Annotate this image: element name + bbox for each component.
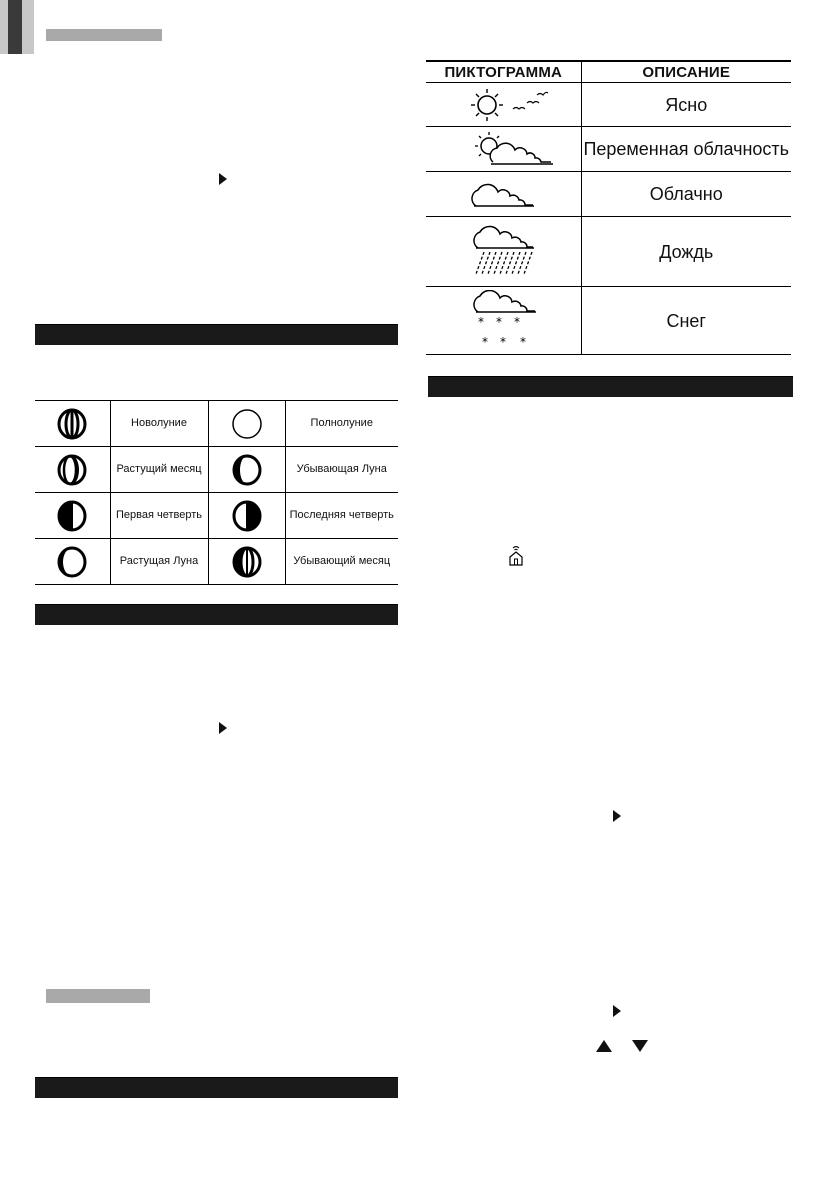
subheading-bar — [46, 989, 150, 1003]
table-row — [426, 172, 791, 217]
moon-phase-table — [35, 400, 398, 585]
weather-label: Снег — [581, 287, 791, 355]
section-header-bar — [35, 604, 398, 625]
remote-sensor-house-icon — [508, 545, 524, 572]
moon-phase-label: Растущий месяц — [110, 447, 208, 493]
weather-label: Облачно — [581, 172, 791, 217]
last-quarter-icon — [208, 493, 285, 539]
partly-cloudy-icon — [426, 127, 581, 172]
waxing-gibbous-icon — [35, 539, 110, 585]
down-arrow-icon — [632, 1040, 648, 1052]
play-arrow-icon — [219, 173, 227, 185]
svg-text:*: * — [514, 314, 521, 329]
moon-phase-label: Убывающий месяц — [285, 539, 398, 585]
table-row — [35, 539, 398, 585]
rain-icon — [426, 217, 581, 287]
up-arrow-icon — [596, 1040, 612, 1052]
cloudy-icon — [426, 172, 581, 217]
table-row — [426, 287, 791, 355]
table-row — [426, 217, 791, 287]
svg-text:*: * — [496, 314, 503, 329]
section-header-bar — [428, 376, 793, 397]
moon-phase-label: Первая четверть — [110, 493, 208, 539]
page-tab — [0, 0, 34, 54]
svg-text:*: * — [478, 314, 485, 329]
weather-forecast-table — [426, 60, 791, 355]
waning-crescent-icon — [208, 539, 285, 585]
table-header-row — [426, 61, 791, 83]
weather-label: Ясно — [581, 83, 791, 127]
play-arrow-icon — [219, 722, 227, 734]
section-header-bar — [35, 1077, 398, 1098]
play-arrow-icon — [613, 810, 621, 822]
svg-text:*: * — [520, 334, 527, 349]
weather-label: Дождь — [581, 217, 791, 287]
snow-icon — [426, 287, 581, 355]
weather-label: Переменная облачность — [581, 127, 791, 172]
moon-phase-label: Новолуние — [110, 401, 208, 447]
svg-text:*: * — [482, 334, 489, 349]
table-row — [426, 127, 791, 172]
moon-phase-label: Полнолуние — [285, 401, 398, 447]
table-row — [35, 447, 398, 493]
waxing-crescent-icon — [35, 447, 110, 493]
table-row — [35, 401, 398, 447]
moon-phase-label: Последняя четверть — [285, 493, 398, 539]
table-row — [35, 493, 398, 539]
section-header-bar — [35, 324, 398, 345]
table-row — [426, 83, 791, 127]
column-header-icon: ПИКТОГРАММА — [426, 61, 581, 83]
column-header-description: ОПИСАНИЕ — [581, 61, 791, 83]
play-arrow-icon — [613, 1005, 621, 1017]
new-moon-icon — [35, 401, 110, 447]
waning-gibbous-icon — [208, 447, 285, 493]
svg-text:*: * — [500, 334, 507, 349]
first-quarter-icon — [35, 493, 110, 539]
moon-phase-label: Растущая Луна — [110, 539, 208, 585]
full-moon-icon — [208, 401, 285, 447]
sunny-icon — [426, 83, 581, 127]
subheading-bar — [46, 29, 162, 41]
moon-phase-label: Убывающая Луна — [285, 447, 398, 493]
